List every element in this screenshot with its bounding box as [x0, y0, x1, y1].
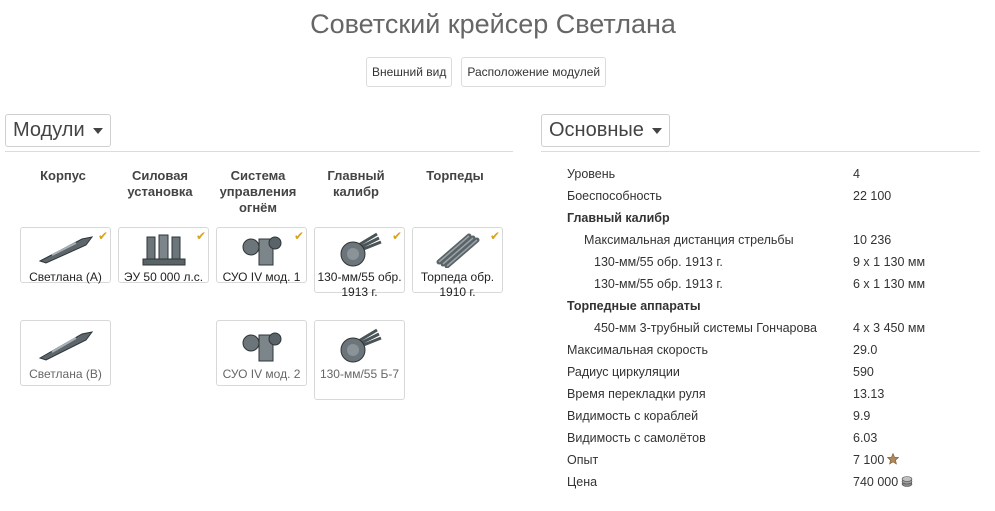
stat-label: Цена — [567, 475, 598, 489]
column-torpedoes: Торпеды — [426, 168, 484, 183]
stat-row — [567, 471, 967, 493]
stat-label: Радиус циркуляции — [567, 365, 680, 379]
stat-label: Торпедные аппараты — [567, 299, 701, 313]
module-label: Светлана (B) — [29, 367, 102, 381]
stat-label: 130-мм/55 обр. 1913 г. — [594, 277, 723, 291]
xp-star-icon — [887, 453, 899, 465]
stat-value: 6 x 1 130 мм — [853, 277, 926, 291]
stat-row — [567, 405, 967, 427]
column-hull: Корпус — [40, 168, 86, 183]
stat-value: 4 x 3 450 мм — [853, 321, 926, 335]
check-icon: ✔ — [195, 229, 206, 243]
stat-value-with-icon — [853, 449, 899, 471]
stat-row — [567, 229, 967, 251]
stat-label: Уровень — [567, 167, 616, 181]
stat-label: Опыт — [567, 453, 599, 467]
stat-row — [567, 383, 967, 405]
module-label: 130-мм/55 Б-7 — [319, 367, 400, 381]
module-gun-2[interactable] — [314, 320, 405, 400]
gun-turret-icon — [315, 231, 404, 269]
module-label: ЭУ 50 000 л.с. — [123, 270, 204, 284]
column-fire-control: Система управления огнём — [219, 168, 297, 215]
modules-layout-button[interactable]: Расположение модулей — [461, 57, 606, 87]
stat-row — [567, 251, 967, 273]
module-hull-b[interactable] — [20, 320, 111, 386]
module-fcs-2[interactable] — [216, 320, 307, 386]
exterior-button[interactable]: Внешний вид — [366, 57, 452, 87]
check-icon: ✔ — [97, 229, 108, 243]
stat-row — [567, 163, 967, 185]
stat-label: 130-мм/55 обр. 1913 г. — [594, 255, 723, 269]
stat-value: 740 000 — [853, 475, 899, 489]
check-icon: ✔ — [391, 229, 402, 243]
stat-value: 10 236 — [853, 233, 892, 247]
gun-turret-icon — [315, 327, 404, 365]
stat-value: 6.03 — [853, 431, 878, 445]
torpedo-icon — [413, 231, 502, 269]
stat-value: 9 x 1 130 мм — [853, 255, 926, 269]
stat-label: Главный калибр — [567, 211, 670, 225]
engine-icon — [119, 231, 208, 269]
page-title: Советский крейсер Светлана — [310, 9, 676, 39]
stat-row — [567, 273, 967, 295]
stat-value: 9.9 — [853, 409, 871, 423]
stat-row — [567, 449, 967, 471]
stat-row — [567, 361, 967, 383]
module-label: Торпеда обр. 1910 г. — [420, 270, 495, 299]
view-toggle — [366, 57, 606, 87]
fire-control-icon — [217, 231, 306, 269]
stat-label: Максимальная скорость — [567, 343, 708, 357]
stat-value: 7 100 — [853, 453, 885, 467]
stat-label: Время перекладки руля — [567, 387, 706, 401]
modules-dropdown-label: Модули — [13, 119, 85, 141]
main-dropdown-label: Основные — [549, 119, 644, 141]
main-stats-dropdown[interactable] — [541, 114, 670, 147]
stat-group-heading — [567, 295, 967, 317]
column-engine: Силовая установка — [127, 168, 193, 199]
check-icon: ✔ — [293, 229, 304, 243]
stat-value: 29.0 — [853, 343, 878, 357]
module-label: СУО IV мод. 2 — [222, 367, 301, 381]
stat-row — [567, 317, 967, 339]
module-label: СУО IV мод. 1 — [222, 270, 301, 284]
stat-label: Боеспособность — [567, 189, 662, 203]
fire-control-icon — [217, 327, 306, 365]
stat-row — [567, 339, 967, 361]
module-engine-1[interactable] — [118, 227, 209, 283]
module-torpedo-1[interactable] — [412, 227, 503, 299]
stat-label: Видимость с самолётов — [567, 431, 706, 445]
column-main-battery: Главный калибр — [327, 168, 385, 199]
stat-value-with-icon — [853, 471, 913, 493]
stat-label: 450-мм 3-трубный системы Гончарова — [594, 321, 817, 335]
main-section-header — [541, 114, 980, 152]
module-fcs-1[interactable] — [216, 227, 307, 283]
stat-label: Максимальная дистанция стрельбы — [584, 233, 794, 247]
credits-coin-icon — [901, 476, 913, 487]
stat-label: Видимость с кораблей — [567, 409, 699, 423]
stat-row — [567, 427, 967, 449]
chevron-down-icon — [652, 128, 662, 134]
chevron-down-icon — [93, 128, 103, 134]
stat-value: 13.13 — [853, 387, 885, 401]
stat-value: 590 — [853, 365, 874, 379]
modules-section-header — [5, 114, 513, 152]
hull-icon — [21, 231, 110, 269]
stat-value: 22 100 — [853, 189, 892, 203]
module-gun-1[interactable] — [314, 227, 405, 299]
stat-group-heading — [567, 207, 967, 229]
module-hull-a[interactable] — [20, 227, 111, 283]
hull-icon — [21, 327, 110, 365]
module-label: 130-мм/55 обр. 1913 г. — [317, 270, 402, 299]
stat-row — [567, 185, 967, 207]
stat-value: 4 — [853, 167, 860, 181]
modules-dropdown[interactable] — [5, 114, 111, 147]
check-icon: ✔ — [489, 229, 500, 243]
module-label: Светлана (A) — [29, 270, 102, 284]
